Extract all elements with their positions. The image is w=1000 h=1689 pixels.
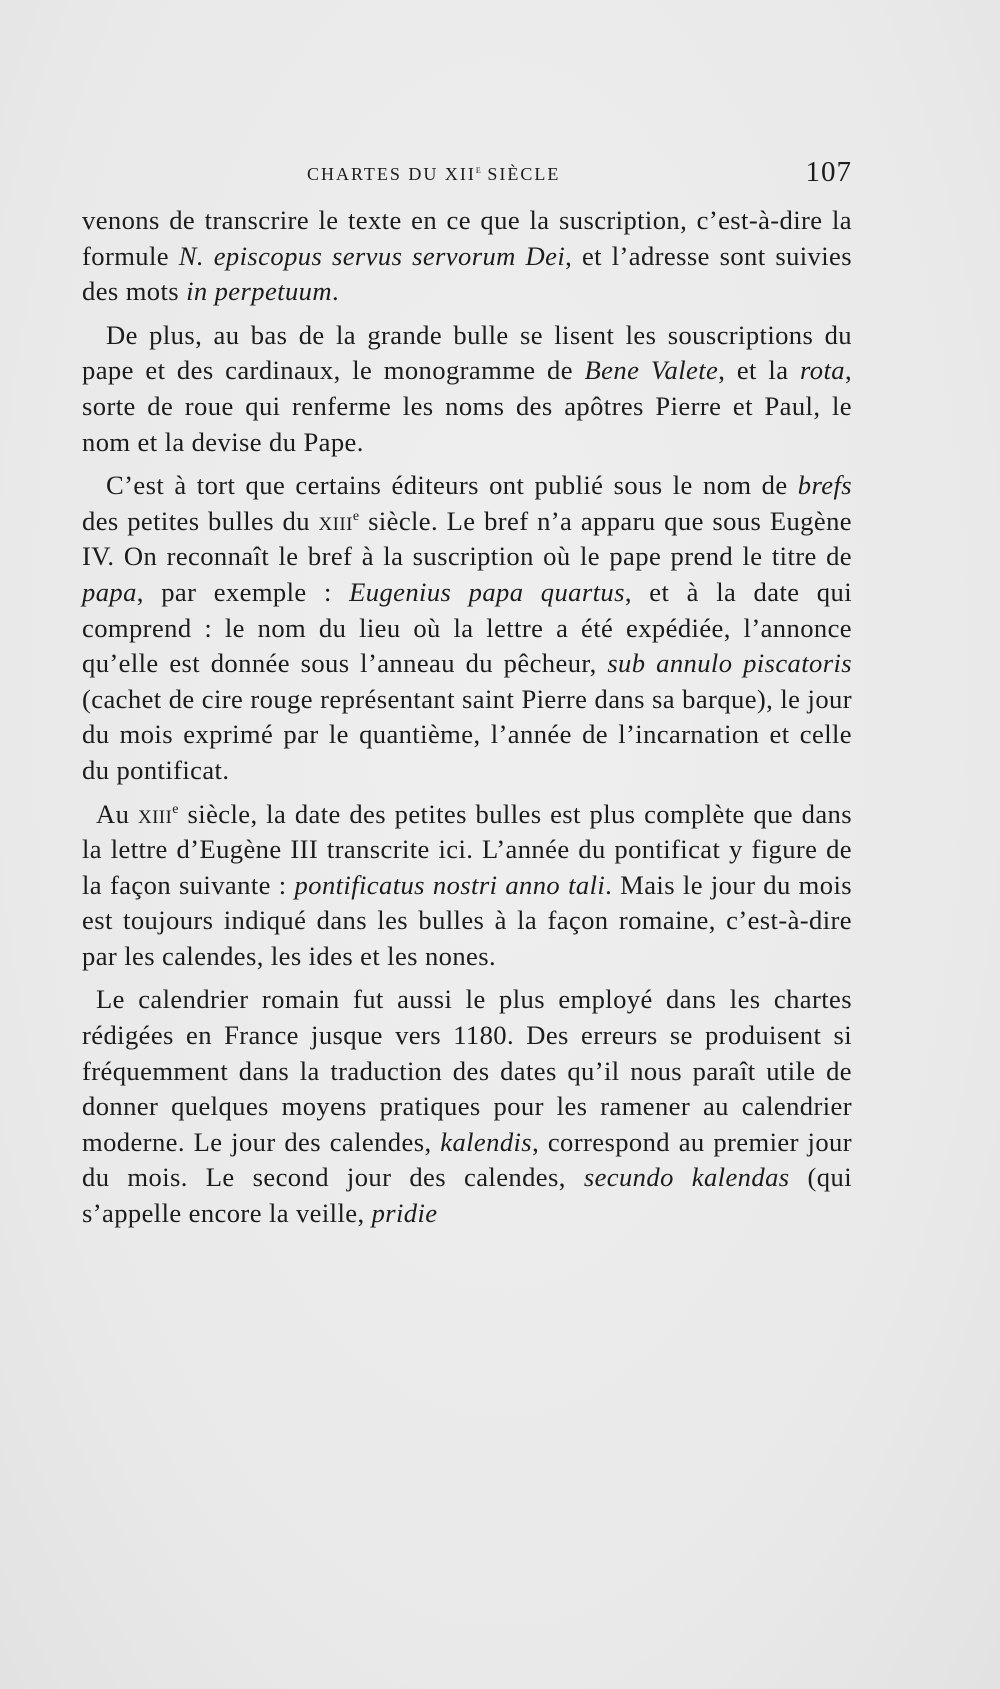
text-run: Au <box>96 798 138 829</box>
text-run: siècle. Le bref n’a apparu que sous Eugène IV. On reconnaît le bref à la suscription où le pape prend le titre de <box>82 505 852 572</box>
body-text <box>82 203 852 1232</box>
italic-text: kalendis <box>440 1126 533 1157</box>
italic-text: brefs <box>797 470 852 501</box>
italic-text: pontificatus nostri anno tali <box>294 869 606 900</box>
text-run: De plus, au bas de la grande bulle se lisent les souscriptions du pape et des cardinaux, le monogramme de <box>82 319 852 386</box>
header-title-prefix: CHARTES DU XII <box>307 164 476 184</box>
text-run: des petites bulles du <box>82 505 319 536</box>
italic-text: secundo kalendas <box>583 1162 790 1193</box>
italic-text: Bene Valete <box>584 355 719 386</box>
text-run: C’est à tort que certains éditeurs ont publié sous le nom de <box>106 470 798 501</box>
superscript-text: e <box>352 508 360 524</box>
italic-text: N. episcopus servus servorum Dei <box>178 240 566 271</box>
text-run: , sorte de roue qui renferme les noms des apôtres Pierre et Paul, le nom et la devise du Pape. <box>82 355 852 457</box>
italic-text: in perpetuum <box>186 276 332 307</box>
text-run: (qui s’appelle encore la veille, <box>82 1162 852 1229</box>
small-caps-text: xiii <box>137 798 173 829</box>
italic-text: Eugenius papa quartus <box>349 576 625 607</box>
paragraph-4 <box>82 797 852 975</box>
text-run: Le calendrier romain fut aussi le plus employé dans les chartes rédigées en France jusque vers 1180. Des erreurs se produisent si fréquemment dans la traduction des dates qu’il nous paraît utile de donner quelques moyens pratiques pour les ramener au calendrier moderne. Le jour des calendes, <box>82 984 852 1157</box>
paragraph-1 <box>82 203 852 310</box>
italic-text: sub annulo piscatoris <box>607 648 852 679</box>
header-title-suffix: SIÈCLE <box>480 164 561 184</box>
text-run: . Mais le jour du mois est toujours indiqué dans les bulles à la façon romaine, c’est-à-dire par les calendes, les ides et les nones. <box>82 869 852 971</box>
text-run: siècle, la date des petites bulles est plus complète que dans la lettre d’Eugène III transcrite ici. L’année du pontificat y figure de la façon suivante : <box>82 798 852 900</box>
paragraph-3 <box>82 468 852 788</box>
text-run: (cachet de cire rouge représentant saint Pierre dans sa barque), le jour du mois exprimé par le quantième, l’année de l’incarnation et celle du pontificat. <box>82 683 852 785</box>
text-run: , par exemple : <box>136 576 350 607</box>
page-number: 107 <box>805 156 852 188</box>
text-run: , et la <box>718 355 800 386</box>
italic-text: pridie <box>371 1198 438 1229</box>
italic-text: rota <box>799 355 845 386</box>
text-run: . <box>331 276 340 307</box>
text-run: , correspond au premier jour du mois. Le second jour des calendes, <box>82 1126 852 1193</box>
header-title-sup: e <box>475 164 481 176</box>
text-run: venons de transcrire le texte en ce que la suscription, c’est-à-dire la formule <box>82 205 852 271</box>
small-caps-text: xiii <box>318 505 353 536</box>
header-title <box>307 164 560 185</box>
italic-text: papa <box>82 576 137 607</box>
paragraph-5 <box>82 982 852 1231</box>
running-head <box>82 156 852 196</box>
superscript-text: e <box>172 801 179 817</box>
text-run: , et à la date qui comprend : le nom du lieu où la lettre a été expédiée, l’annonce qu’elle est donnée sous l’anneau du pêcheur, <box>82 576 852 679</box>
text-run: , et l’adresse sont suivies des mots <box>82 240 852 307</box>
paragraph-2 <box>82 318 852 460</box>
